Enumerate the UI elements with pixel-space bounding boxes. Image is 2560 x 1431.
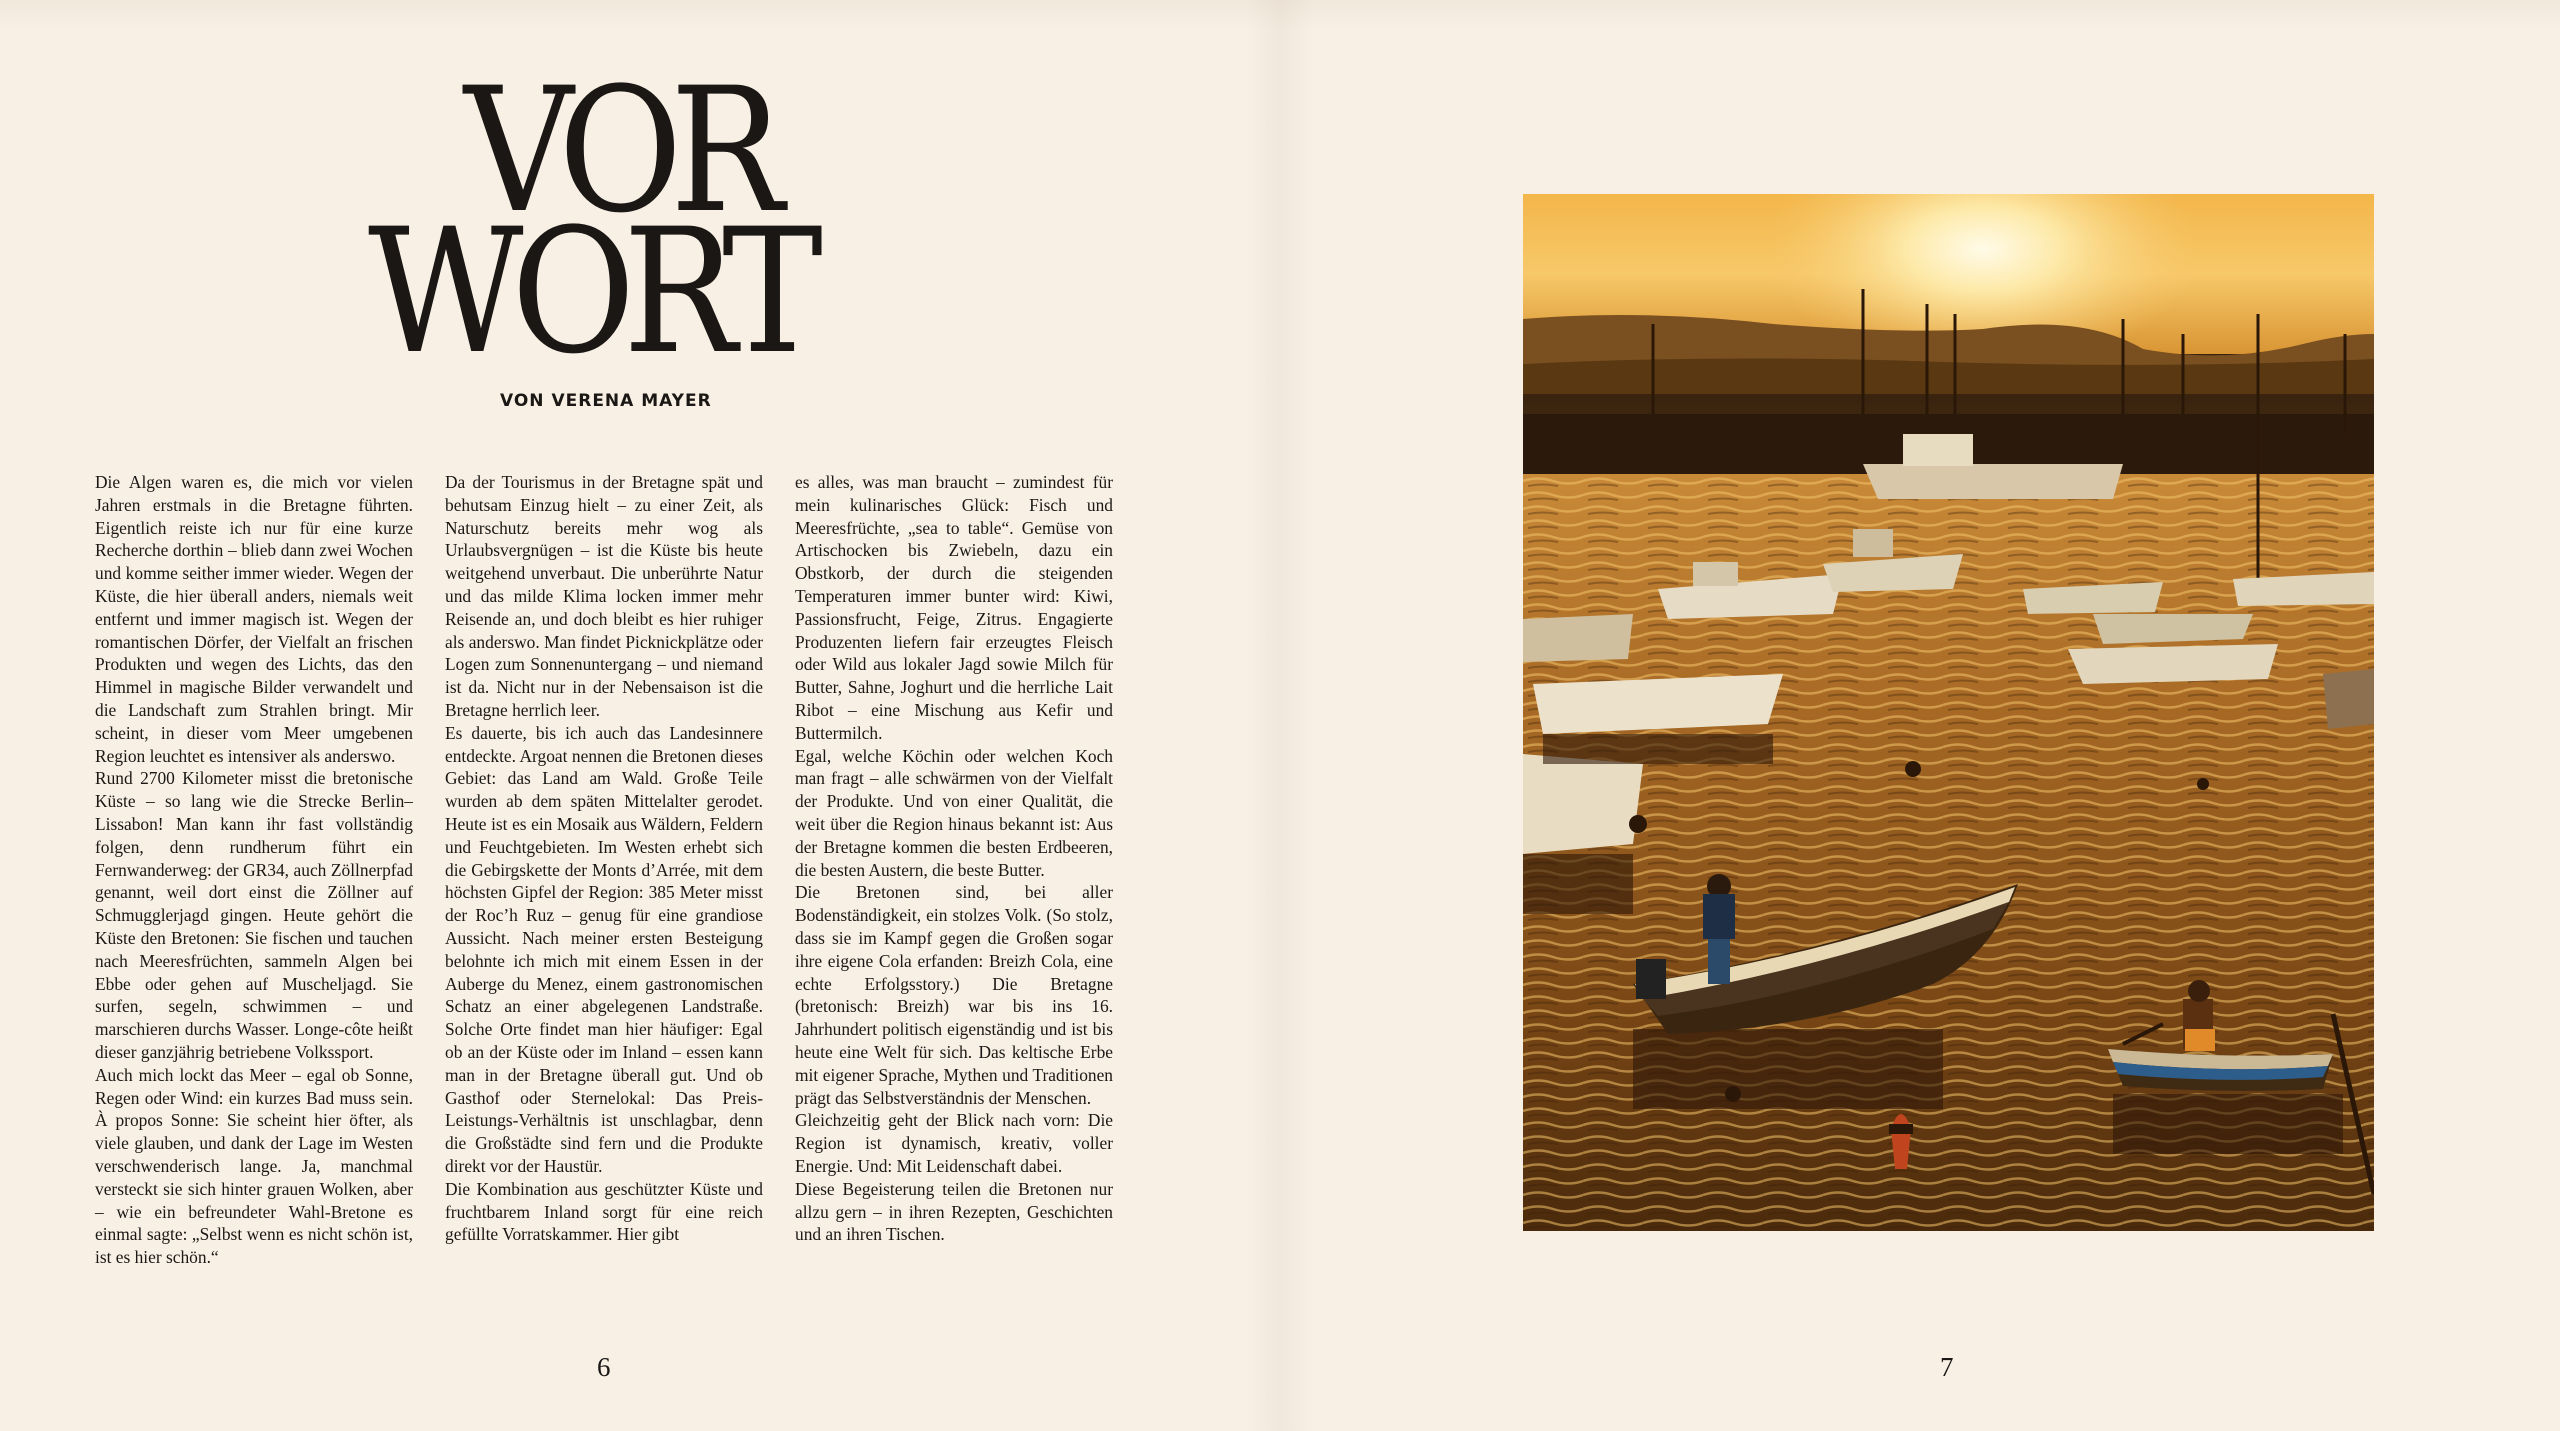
title-line-2: WORT xyxy=(368,191,811,393)
paragraph: Rund 2700 Kilometer misst die bretonische Küste – so lang wie die Strecke Berlin–Lissabon! Man kann ihr fast vollständig folgen, denn rundherum führt ein Fernwanderweg: der GR34, auch Zöllnerpfad genannt, weil dort einst die Zöllner auf Schmugglerjagd gingen. Heute gehört die Küste den Bretonen: Sie fischen und tauchen nach Meeresfrüchten, sammeln Algen bei Ebbe oder gehen auf Muscheljagd. Sie surfen, segeln, schwimmen – und marschieren durchs Wasser. Longe-côte heißt dieser ganzjährig betriebene Volkssport. xyxy=(95,768,413,1062)
page-gutter xyxy=(1245,0,1315,1431)
paragraph: Diese Begeisterung teilen die Bretonen nur allzu gern – in ihren Rezepten, Geschichten und an ihren Tischen. xyxy=(795,1178,1113,1245)
paragraph: Auch mich lockt das Meer – egal ob Sonne, Regen oder Wind: ein kurzes Bad muss sein. À propos Sonne: Sie scheint hier öfter, als viele glauben, und dank der Lage im Westen verschwenderisch lange. Ja, manchmal versteckt sie sich hinter grauen Wolken, aber – wie ein befreundeter Wahl-Bretone es einmal sagte: „Selbst wenn es nicht schön ist, ist es hier schön.“ xyxy=(95,1064,413,1268)
article-title xyxy=(368,50,828,393)
text-column-2 xyxy=(445,471,763,1246)
paragraph: Die Bretonen sind, bei aller Bodenständigkeit, ein stolzes Volk. (So stolz, dass sie im Kampf gegen die Großen sogar ihre eigene Cola erfanden: Breizh Cola, eine echte Erfolgsstory.) Die Bretagne (bretonisch: Breizh) war bis ins 16. Jahrhundert politisch eigenständig und ist bis heute eine Welt für sich. Das keltische Erbe mit eigener Sprache, Mythen und Traditionen prägt das Selbstverständnis der Menschen. xyxy=(795,882,1113,1108)
author-byline: VON VERENA MAYER xyxy=(500,391,712,411)
text-column-1 xyxy=(95,471,413,1269)
text-column-3 xyxy=(795,471,1113,1246)
page-number-left: 6 xyxy=(597,1352,611,1382)
page-number-right: 7 xyxy=(1940,1352,1954,1382)
harbor-sunset-photo xyxy=(1523,194,2374,1231)
paragraph: Da der Tourismus in der Bretagne spät und behutsam Einzug hielt – zu einer Zeit, als Naturschutz bereits mehr wog als Urlaubsvergnügen – ist die Küste bis heute weitgehend unverbaut. Die unberührte Natur und das milde Klima locken immer mehr Reisende an, und doch bleibt es hier ruhiger als anderswo. Man findet Picknickplätze oder Logen zum Sonnenuntergang – und niemand ist da. Nicht nur in der Nebensaison ist die Bretagne herrlich leer. xyxy=(445,472,763,720)
paragraph: es alles, was man braucht – zumindest für mein kulinarisches Glück: Fisch und Meeresfrüchte, „sea to table“. Gemüse von Artischocken bis Zwiebeln, dazu ein Obstkorb, der durch die steigenden Temperaturen immer bunter wird: Kiwi, Passionsfrucht, Feige, Zitrus. Engagierte Produzenten liefern fair erzeugtes Fleisch oder Wild aus lokaler Jagd sowie Milch für Butter, Sahne, Joghurt und die herrliche Lait Ribot – eine Mischung aus Kefir und Buttermilch. xyxy=(795,472,1113,743)
paragraph: Die Algen waren es, die mich vor vielen Jahren erstmals in die Bretagne führten. Eigentlich reiste ich nur für eine kurze Recherche dorthin – blieb dann zwei Wochen und komme seither immer wieder. Wegen der Küste, die hier überall anders, niemals weit entfernt und immer magisch ist. Wegen der romantischen Dörfer, der Vielfalt an frischen Produkten und wegen des Lichts, das den Himmel in magische Bilder verwandelt und die Landschaft zum Strahlen bringt. Mir scheint, in dieser vom Meer umgebenen Region leuchtet es intensiver als anderswo. xyxy=(95,472,413,766)
paragraph: Die Kombination aus geschützter Küste und fruchtbarem Inland sorgt für eine reich gefüllte Vorratskammer. Hier gibt xyxy=(445,1178,763,1245)
title-line-1: VOR xyxy=(464,50,772,251)
paragraph: Egal, welche Köchin oder welchen Koch man fragt – alle schwärmen von der Vielfalt der Produkte. Und von einer Qualität, die weit über die Region hinaus bekannt ist: Aus der Bretagne kommen die besten Erdbeeren, die besten Austern, die beste Butter. xyxy=(795,745,1113,880)
paragraph: Es dauerte, bis ich auch das Landesinnere entdeckte. Argoat nennen die Bretonen dieses Gebiet: das Land am Wald. Große Teile wurden ab dem späten Mittelalter gerodet. Heute ist es ein Mosaik aus Wäldern, Feldern und Feuchtgebieten. Im Westen erhebt sich die Gebirgskette der Monts d’Arrée, mit dem höchsten Gipfel der Region: 385 Meter misst der Roc’h Ruz – genug für eine grandiose Aussicht. Nach meiner ersten Besteigung belohnte ich mich mit einem Essen in der Auberge du Menez, einem gastronomischen Schatz an einer abgelegenen Landstraße. Solche Orte findet man hier häufiger: Egal ob an der Küste oder im Inland – essen kann man in der Bretagne überall gut. Und ob Gasthof oder Sternelokal: Das Preis-Leistungs-Verhältnis ist unschlagbar, denn die Großstädte sind fern und die Produkte direkt vor der Haustür. xyxy=(445,722,763,1176)
paragraph: Gleichzeitig geht der Blick nach vorn: Die Region ist dynamisch, kreativ, voller Energie. Und: Mit Leidenschaft dabei. xyxy=(795,1110,1113,1176)
